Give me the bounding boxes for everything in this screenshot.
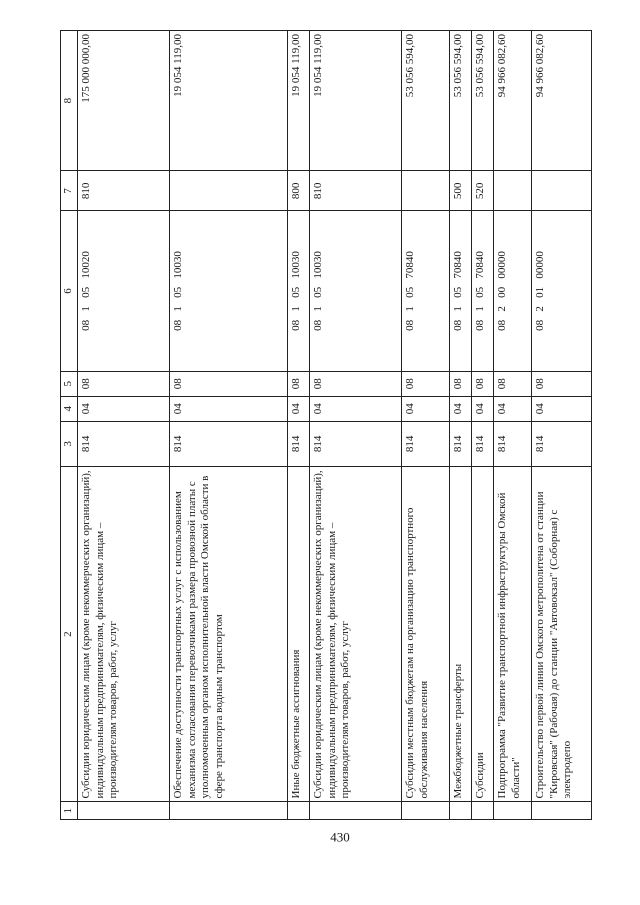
table-body: [77, 31, 591, 820]
description-cell: Строительство первой линии Омского метрополитена от станции "Кировская" (Рабочая) до станции "Автовокзал" (Соборная) с электродепо: [531, 466, 591, 802]
ministry-code-cell: 814: [287, 421, 309, 466]
col1-cell: [287, 802, 309, 820]
amount-cell: 53 056 594,00: [471, 31, 493, 171]
section-code-cell: 04: [471, 396, 493, 421]
subsection-code-cell: 08: [309, 371, 401, 396]
expense-type-cell: 810: [77, 171, 169, 211]
col1-cell: [77, 802, 169, 820]
description-cell: Обеспечение доступности транспортных услуг с использованием механизма согласования перевозчиками размера провозной платы с уполномоченным органом исполнительной власти Омской области в сфере транспорта водным транспортом: [169, 466, 287, 802]
ministry-code-cell: 814: [401, 421, 449, 466]
page-number: 430: [330, 829, 350, 844]
amount-cell: 94 966 082,60: [493, 31, 531, 171]
col1-cell: [493, 802, 531, 820]
section-code-cell: 04: [309, 396, 401, 421]
subsection-code-cell: 08: [471, 371, 493, 396]
description-cell: Субсидии юридическим лицам (кроме некоммерческих организаций), индивидуальным предпринимателям, физическим лицам – производителям товаров, работ, услуг: [77, 466, 169, 802]
table-row: [309, 31, 401, 820]
expense-type-cell: 520: [471, 171, 493, 211]
target-article-cell: 08 2 01 00000: [531, 211, 591, 371]
expense-type-cell: [531, 171, 591, 211]
ministry-code-cell: 814: [309, 421, 401, 466]
description-cell: Субсидии: [471, 466, 493, 802]
table-row: [287, 31, 309, 820]
expense-type-cell: [169, 171, 287, 211]
subsection-code-cell: 08: [287, 371, 309, 396]
ministry-code-cell: 814: [471, 421, 493, 466]
amount-cell: 19 054 119,00: [287, 31, 309, 171]
col1-cell: [169, 802, 287, 820]
table-row: [449, 31, 471, 820]
table-container: [60, 30, 580, 820]
subsection-code-cell: 08: [449, 371, 471, 396]
ministry-code-cell: 814: [493, 421, 531, 466]
table-row: [169, 31, 287, 820]
table-row: [531, 31, 591, 820]
ministry-code-cell: 814: [531, 421, 591, 466]
description-cell: Субсидии юридическим лицам (кроме некоммерческих организаций), индивидуальным предпринимателям, физическим лицам – производителям товаров, работ, услуг: [309, 466, 401, 802]
col1-cell: [449, 802, 471, 820]
target-article-cell: 08 1 05 10030: [309, 211, 401, 371]
ministry-code-cell: 814: [449, 421, 471, 466]
col-header-8: 8: [61, 31, 78, 171]
col-header-7: 7: [61, 171, 78, 211]
description-cell: Межбюджетные трансферты: [449, 466, 471, 802]
target-article-cell: 08 1 05 10030: [287, 211, 309, 371]
target-article-cell: 08 1 05 70840: [401, 211, 449, 371]
table-row: [471, 31, 493, 820]
expense-type-cell: [401, 171, 449, 211]
col-header-6: 6: [61, 211, 78, 371]
target-article-cell: 08 1 05 10030: [169, 211, 287, 371]
col-header-1: 1: [61, 802, 78, 820]
amount-cell: 19 054 119,00: [169, 31, 287, 171]
col-header-2: 2: [61, 466, 78, 802]
amount-cell: 53 056 594,00: [401, 31, 449, 171]
col1-cell: [531, 802, 591, 820]
section-code-cell: 04: [401, 396, 449, 421]
section-code-cell: 04: [287, 396, 309, 421]
subsection-code-cell: 08: [77, 371, 169, 396]
budget-table: [60, 30, 592, 820]
table-row: [401, 31, 449, 820]
col-header-4: 4: [61, 396, 78, 421]
section-code-cell: 04: [531, 396, 591, 421]
description-cell: Иные бюджетные ассигнования: [287, 466, 309, 802]
page-number-area: [80, 824, 600, 850]
ministry-code-cell: 814: [169, 421, 287, 466]
target-article-cell: 08 1 05 10020: [77, 211, 169, 371]
amount-cell: 94 966 082,60: [531, 31, 591, 171]
section-code-cell: 04: [169, 396, 287, 421]
subsection-code-cell: 08: [493, 371, 531, 396]
rotated-page: [60, 34, 580, 850]
table-row: [77, 31, 169, 820]
col1-cell: [401, 802, 449, 820]
col1-cell: [471, 802, 493, 820]
expense-type-cell: [493, 171, 531, 211]
expense-type-cell: 800: [287, 171, 309, 211]
header-row: [61, 31, 78, 820]
amount-cell: 53 056 594,00: [449, 31, 471, 171]
amount-cell: 175 000 000,00: [77, 31, 169, 171]
ministry-code-cell: 814: [77, 421, 169, 466]
expense-type-cell: 810: [309, 171, 401, 211]
table-row: [493, 31, 531, 820]
subsection-code-cell: 08: [531, 371, 591, 396]
target-article-cell: 08 2 00 00000: [493, 211, 531, 371]
col1-cell: [309, 802, 401, 820]
col-header-5: 5: [61, 371, 78, 396]
target-article-cell: 08 1 05 70840: [471, 211, 493, 371]
section-code-cell: 04: [449, 396, 471, 421]
description-cell: Субсидии местным бюджетам на организацию транспортного обслуживания населения: [401, 466, 449, 802]
section-code-cell: 04: [493, 396, 531, 421]
amount-cell: 19 054 119,00: [309, 31, 401, 171]
col-header-3: 3: [61, 421, 78, 466]
description-cell: Подпрограмма "Развитие транспортной инфраструктуры Омской области": [493, 466, 531, 802]
subsection-code-cell: 08: [169, 371, 287, 396]
target-article-cell: 08 1 05 70840: [449, 211, 471, 371]
subsection-code-cell: 08: [401, 371, 449, 396]
expense-type-cell: 500: [449, 171, 471, 211]
section-code-cell: 04: [77, 396, 169, 421]
